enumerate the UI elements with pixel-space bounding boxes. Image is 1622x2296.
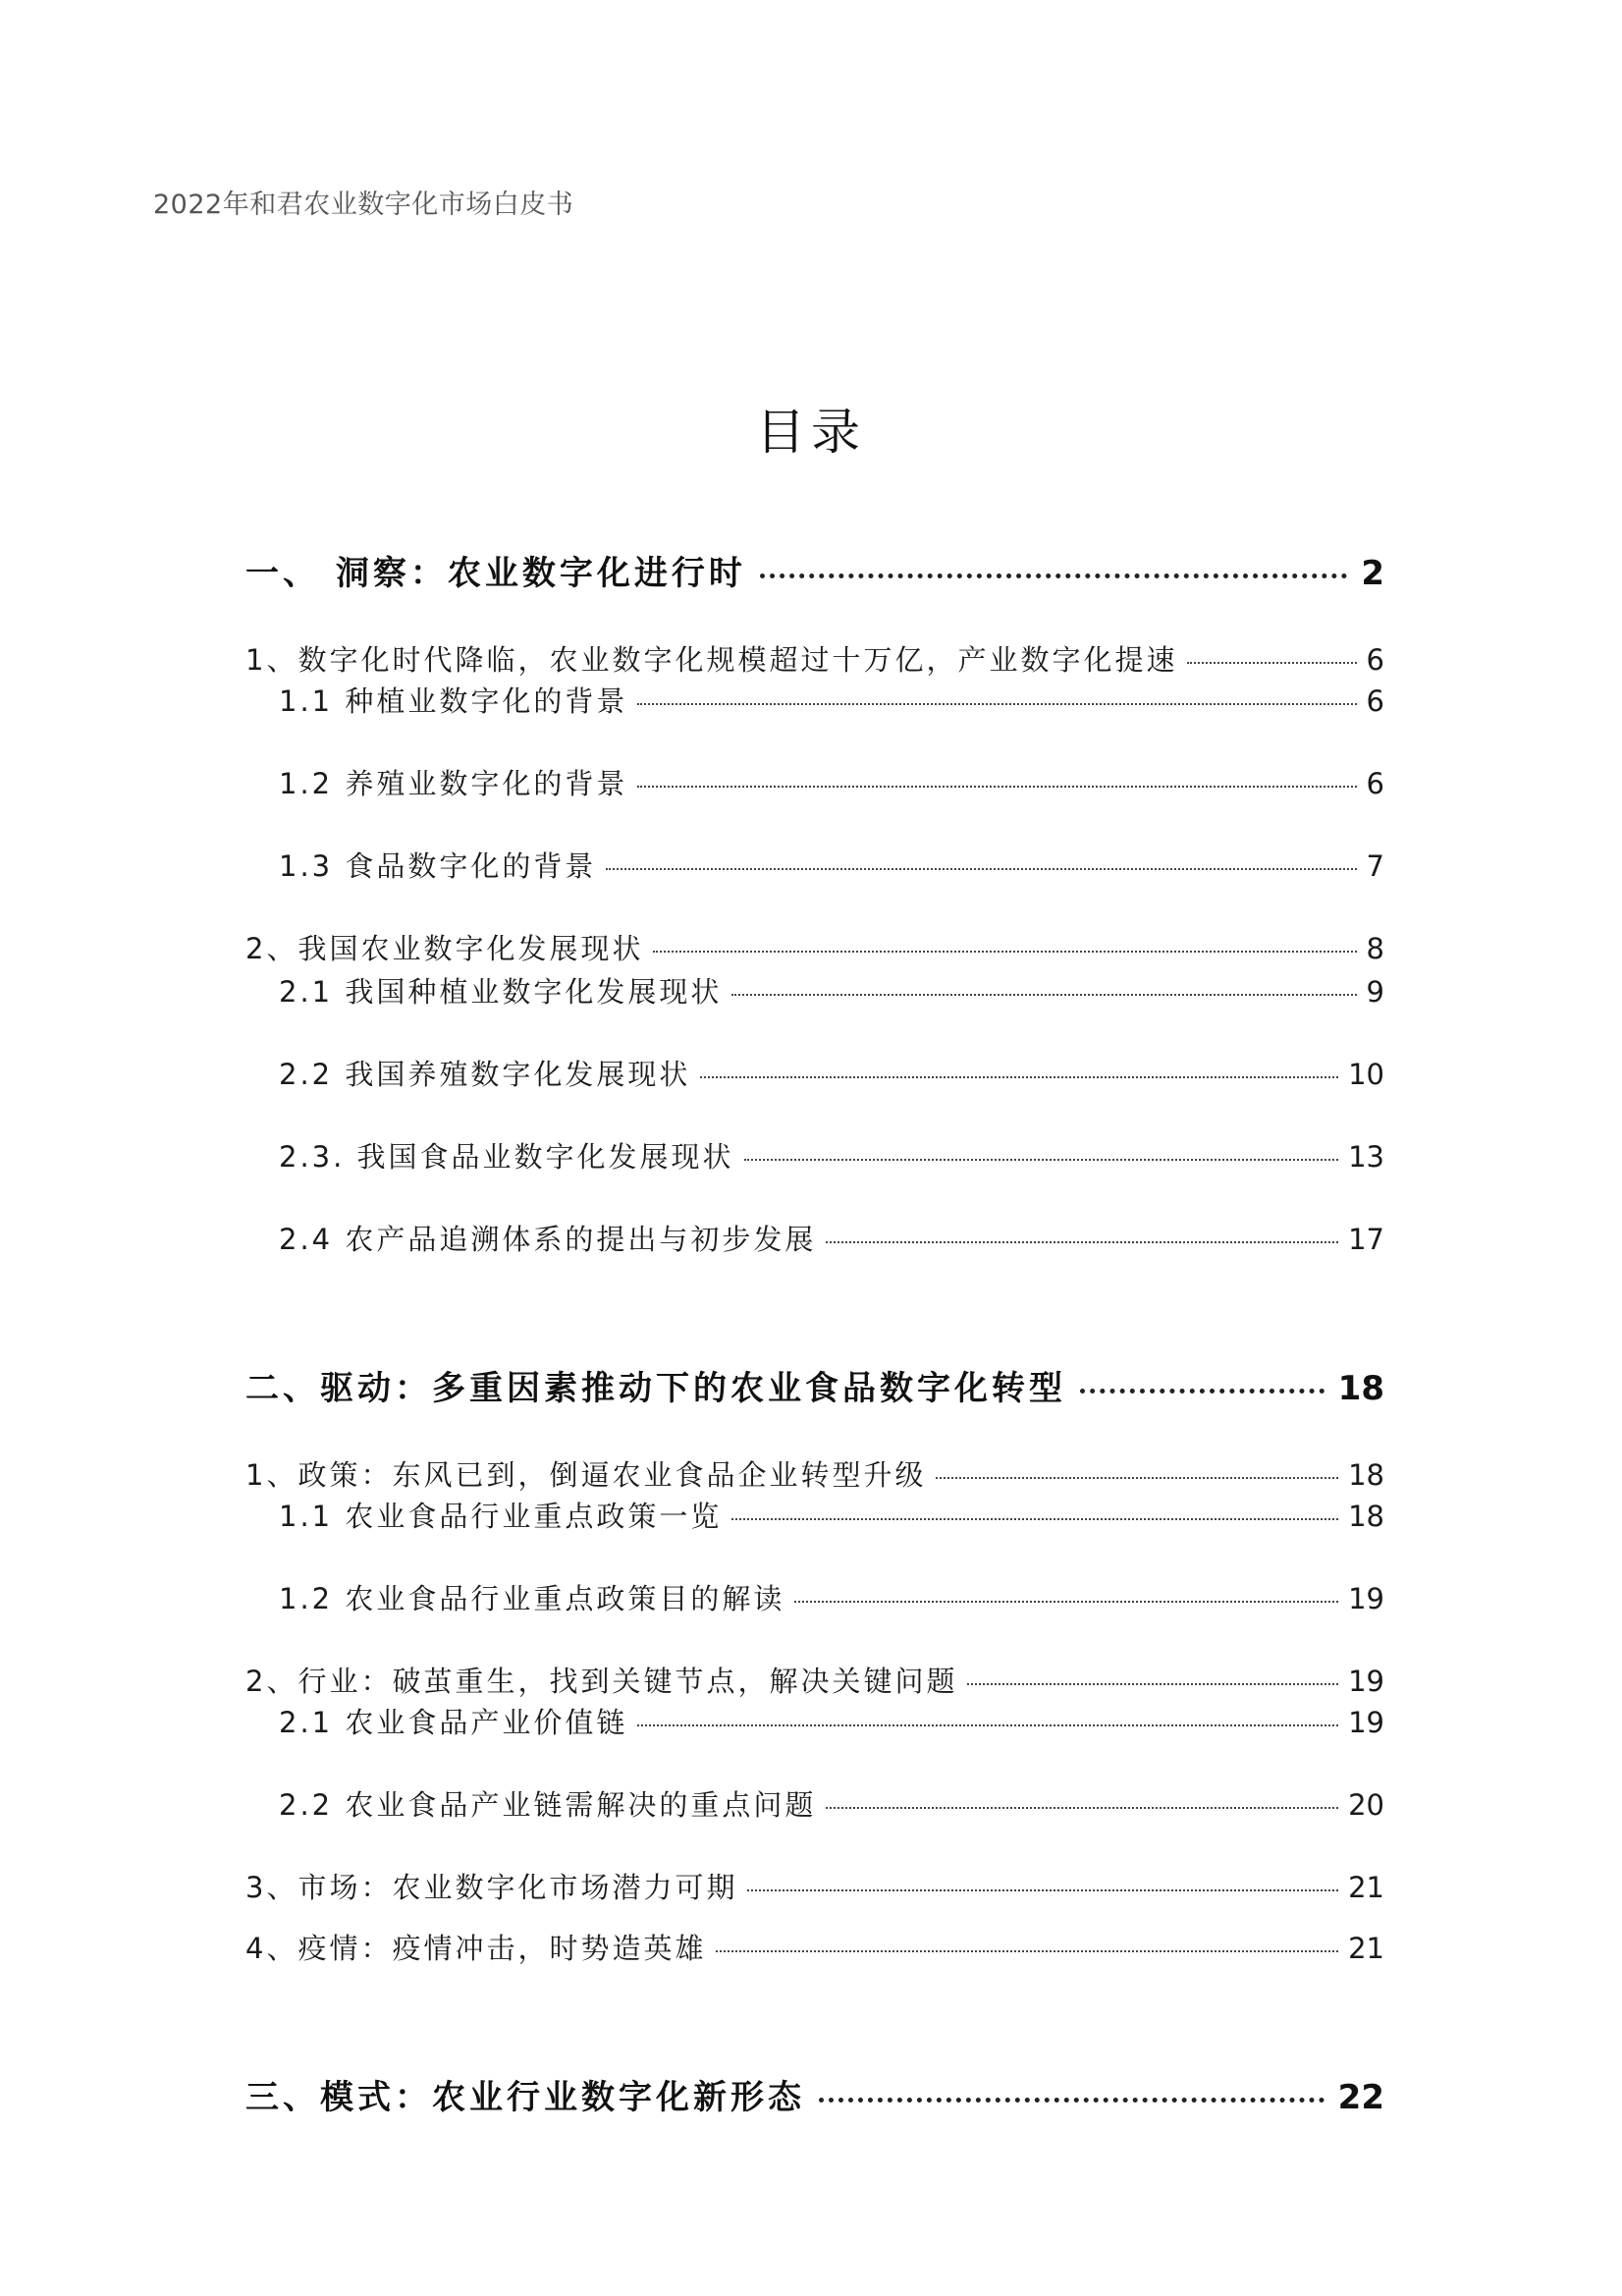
toc-entry-page-number: 6 [1366,643,1384,677]
toc-entry[interactable] [245,680,1384,720]
running-header: 2022年和君农业数字化市场白皮书 [153,190,574,220]
dot-leader [760,573,1347,578]
dot-leader [819,2097,1325,2103]
dot-leader [606,867,1356,870]
page-title: 目录 [756,404,866,461]
toc-entry[interactable] [245,1577,1384,1617]
toc-entry-label: 1.1 种植业数字化的背景 [279,684,628,718]
dot-leader [637,702,1356,705]
toc-entry-label: 2.2 农业食品产业链需解决的重点问题 [279,1788,817,1822]
toc-entry-label: 一、 洞察：农业数字化进行时 [245,554,746,593]
table-of-contents [245,0,1384,2296]
toc-entry-page-number: 19 [1348,1582,1384,1615]
toc-entry-page-number: 21 [1348,1932,1384,1965]
toc-entry-page-number: 7 [1366,849,1384,883]
toc-entry-label: 3、市场：农业数字化市场潜力可期 [245,1871,738,1904]
toc-entry-label: 1、数字化时代降临，农业数字化规模超过十万亿，产业数字化提速 [245,643,1178,677]
dot-leader [1187,661,1356,664]
toc-entry[interactable] [245,1783,1384,1824]
toc-entry-label: 二、驱动：多重因素推动下的农业食品数字化转型 [245,1369,1066,1408]
toc-entry[interactable] [245,1495,1384,1535]
toc-entry-page-number: 18 [1337,1369,1384,1408]
toc-entry-page-number: 19 [1348,1665,1384,1698]
toc-entry[interactable] [245,1453,1384,1494]
toc-entry-page-number: 8 [1366,932,1384,965]
toc-entry-page-number: 18 [1348,1500,1384,1533]
dot-leader [731,1517,1338,1520]
dot-leader [747,1888,1338,1891]
toc-entry-label: 三、模式：农业行业数字化新形态 [245,2078,805,2117]
dot-leader [700,1075,1338,1078]
dot-leader [967,1682,1338,1685]
toc-entry-label: 2.3. 我国食品业数字化发展现状 [279,1140,734,1174]
toc-entry-label: 2、我国农业数字化发展现状 [245,932,644,965]
toc-entry-page-number: 13 [1348,1140,1384,1174]
toc-entry-label: 1.2 养殖业数字化的背景 [279,767,628,800]
dot-leader [826,1240,1338,1243]
toc-entry-label: 2.1 我国种植业数字化发展现状 [279,975,723,1009]
toc-entry[interactable] [245,546,1384,594]
toc-entry-page-number: 10 [1348,1058,1384,1091]
toc-entry-label: 4、疫情：疫情冲击，时势造英雄 [245,1932,707,1965]
toc-entry[interactable] [245,1866,1384,1906]
toc-entry-page-number: 19 [1348,1706,1384,1739]
toc-entry[interactable] [245,1701,1384,1741]
toc-entry[interactable] [245,1053,1384,1093]
toc-entry[interactable] [245,845,1384,885]
toc-entry[interactable] [245,1218,1384,1258]
toc-entry-page-number: 21 [1348,1871,1384,1904]
dot-leader [1080,1388,1325,1394]
dot-leader [653,950,1356,953]
toc-entry-page-number: 17 [1348,1223,1384,1256]
dot-leader [637,1723,1338,1726]
toc-entry[interactable] [245,762,1384,802]
toc-entry-page-number: 2 [1361,554,1384,593]
toc-entry-page-number: 20 [1348,1788,1384,1822]
toc-entry[interactable] [245,1660,1384,1700]
toc-entry-page-number: 6 [1366,767,1384,800]
toc-entry-page-number: 22 [1337,2078,1384,2117]
dot-leader [716,1949,1338,1952]
toc-entry-label: 2.4 农产品追溯体系的提出与初步发展 [279,1223,817,1256]
toc-entry-label: 1.2 农业食品行业重点政策目的解读 [279,1582,785,1615]
toc-entry-label: 1、政策：东风已到，倒逼农业食品企业转型升级 [245,1458,927,1492]
toc-entry-label: 2、行业：破茧重生，找到关键节点，解决关键问题 [245,1665,958,1698]
toc-entry[interactable] [245,2070,1384,2118]
dot-leader [731,993,1356,996]
toc-entry[interactable] [245,927,1384,967]
toc-entry[interactable] [245,1135,1384,1175]
toc-entry-page-number: 9 [1366,975,1384,1009]
toc-entry[interactable] [245,970,1384,1011]
dot-leader [637,785,1356,788]
dot-leader [744,1158,1339,1161]
toc-entry[interactable] [245,1361,1384,1409]
dot-leader [794,1600,1338,1603]
toc-entry-label: 1.1 农业食品行业重点政策一览 [279,1500,723,1533]
dot-leader [936,1476,1338,1479]
dot-leader [826,1806,1338,1809]
toc-entry-page-number: 6 [1366,684,1384,718]
toc-entry-label: 2.1 农业食品产业价值链 [279,1706,628,1739]
toc-entry[interactable] [245,1927,1384,1967]
toc-entry-page-number: 18 [1348,1458,1384,1492]
toc-entry-label: 1.3 食品数字化的背景 [279,849,597,883]
toc-entry[interactable] [245,638,1384,679]
toc-entry-label: 2.2 我国养殖数字化发展现状 [279,1058,691,1091]
